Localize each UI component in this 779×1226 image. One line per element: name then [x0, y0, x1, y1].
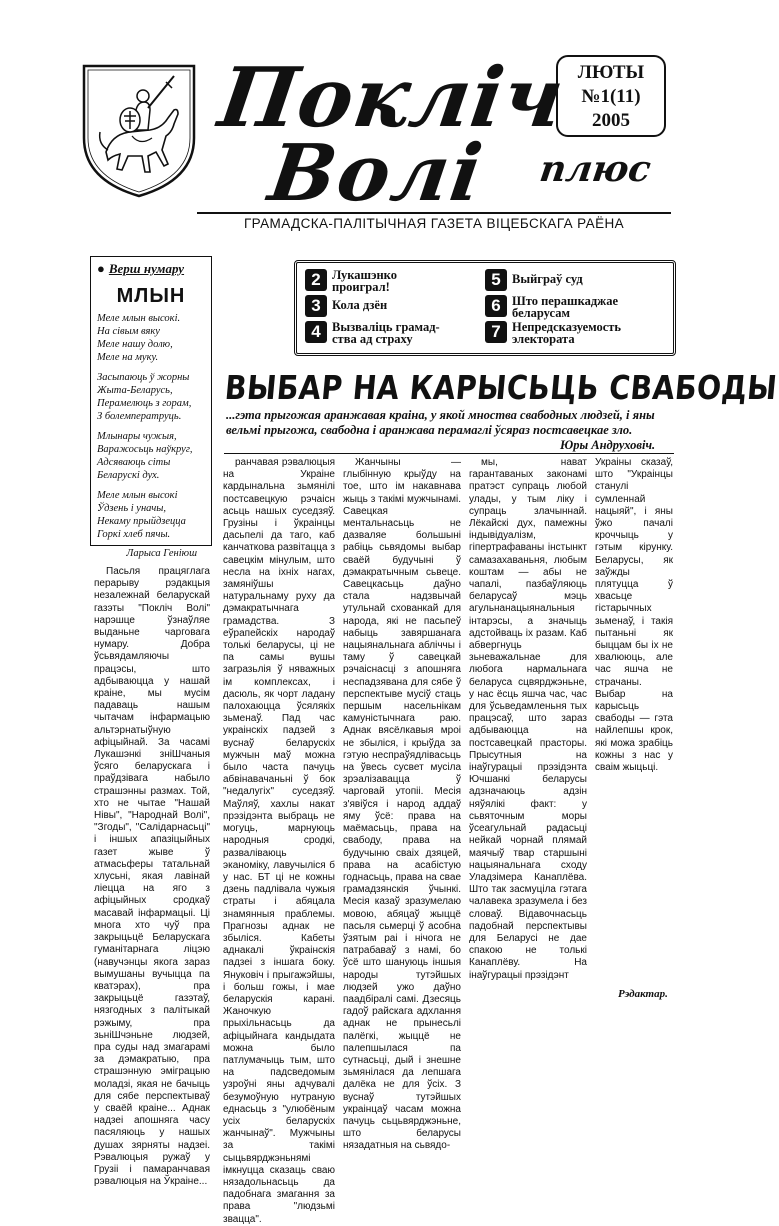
toc-page-number: 6: [485, 295, 507, 317]
article-headline: ВЫБАР НА КАРЫСЬЦЬ СВАБОДЫ: [223, 368, 779, 407]
poem-stanza: [97, 430, 205, 482]
poem-line: Горкі хлеб пячы.: [97, 529, 171, 540]
poem-line: Варажосьць наўкруг,: [97, 444, 193, 455]
table-of-contents: [294, 260, 676, 356]
article-column-4: мы, нават гарантаваных законамі пратэст супраць любой улады, у тым ліку і супраць злачыннай. Лёкайскі дух, памежны індывідуалізм, гіпертрафаваны інстынкт самазахаваньня, любым коштам — абы не чапалі, пазбаўляюць беларусаў мэць агульнанацыянальныя інтарэсы, а значыць адстойваць іх разам. Каб абвергнуць зьневажальнае для любога нармальнага беларуса сцвярджэньне, у нас ёсць яшча час, час для ўсьведамленьня тых працэсаў, што зараз адбываюцца на постсавецкай прасторы. Прысутныя на інаўгурацыі прэзідэнта Ючшанкі беларусы адзначаюць адзін няўялікі факт: у сьвяточным моры ўсеагульнай радасьці нейкай чорнай плямай маячыў твар старшыні нацыянальнага сходу Уладзімера Канаплёва. Што так засмуціла гэтага чалавека зразумела і без словаў. Відавочнасьць падобнай перспектывы для Беларусі не дае спакою не толькі Канаплёву. На інаўгурацыі прэзідэнт: [469, 457, 587, 981]
article-signoff: Рэдактар.: [618, 988, 668, 1000]
coat-of-arms-icon: [78, 60, 200, 200]
divider: [224, 453, 674, 454]
toc-title: Выйграў суд: [512, 272, 583, 286]
toc-page-number: 5: [485, 269, 507, 291]
poem-line: Перамелюць з горам,: [97, 398, 192, 409]
newspaper-subtitle: ГРАМАДСКА-ПАЛІТЫЧНАЯ ГАЗЕТА ВІЦЕБСКАГА РАЁНА: [197, 212, 671, 231]
issue-month: ЛЮТЫ: [577, 62, 645, 83]
toc-item[interactable]: [485, 295, 618, 319]
poem-line: З болемператруць.: [97, 411, 182, 422]
poem-line: Меле на муку.: [97, 352, 159, 363]
poem-line: Адсяваюць сіты: [97, 457, 171, 468]
toc-page-number: 4: [305, 321, 327, 343]
poem-author: Ларыса Геніюш: [126, 548, 197, 559]
poem-heading-text: Верш нумару: [108, 261, 185, 276]
toc-title: Што перашкаджае беларусам: [512, 294, 619, 320]
poem-line: Ўдзень і уначы,: [97, 503, 167, 514]
toc-title: Непредсказуемость электората: [512, 320, 622, 346]
article-column-1: Пасьля працяглага перарыву рэдакцыя незалежнай беларускай газэты "Покліч Волі" нарэшце ўзнаўляе выданьне чарговага нумару. Добра ўсьвядамляючы працэсы, што адбываюцца у нашай краіне, мы мусім падаваць нашым чытачам інфармацыю альтэрнатыўную афіцыйнай. За часамі Лукашэнкі зніШчаныя ўсяго беларускага і праўдзівага набыло страшэнны размах. Той, хто не чытае "Нашай Нівы", "Народнай Волі", "Згоды", "Салідарнасьці" і іншых апазіцыйных газет жыве ў атмасьферы татальнай хлусьні, якая лавінай ліецца на яго з афіцыйных сродкаў масавай інфармацыі. Ці многа хто чуў пра закрыцьцё Беларускага гуманітарнага ліцэю (навучэнцы якога зараз вымушаны вучыцца па кватэрах), пра закрыцьцё газэтаў, нязгодных з палітыкай рэжыму, пра зьніШчэньне людзей, пра суды над змагарамі за дэмакратыю, пра страшэнную эміграцыю моладзі, якая не бачыць для сябе перспектываў у сваёй краіне... Аднак надзеі апошняга часу пасяляюць у нашых душах зярняты надзеі. Рэвалюцыя ружаў у Грузіі і памаранчавая рэвалюцыя на Ўкраіне...: [94, 566, 210, 1188]
poem-stanza: [97, 371, 205, 423]
poem-heading: [97, 261, 205, 277]
poem-line: Засыпаюць ў жорны: [97, 372, 190, 383]
toc-page-number: 2: [305, 269, 327, 291]
issue-number: №1(11): [581, 86, 641, 107]
toc-page-number: 3: [305, 295, 327, 317]
article-column-5-text: Украіны сказаў, што "Украінцы станулі сумленнай нацыяй", і яны ўжо пачалі кроччыць у гэтым кірунку. Беларусы, як заўжды плятуцца ў хвасьце гістарычных зьменаў, і такія пытаньні як быццам бы іх не хвалююць, але час яшча не страчаны. Выбар на карысьць свабоды — гэта найлепшы крок, які можа зрабіць кожны з нас у сваім жыцьці.: [595, 457, 673, 774]
article-column-2: ранчавая рэвалюцыя на Украіне кардынальна зьмянілі постсавецкую рэчаісн асьць нашых суседзяў. Грузіны і ўкраінцы дасьпелі да таго, каб канчаткова развітацца з савецкім мінулым, што несла на іхніх нагах, замяніўшы натуральнаму руху да дэмакратычнага грамадства. З еўрапейскіх народаў толькі беларусы, ці не па самы вушы загразьлія ў няважных ім комплексах, і дасюль, як чорт ладану палохаюцца ўсялякіх зьменаў. Пад час украінскіх падзей з вуснаў беларускіх мужчын маў можна было часта пачуць абвінавачаньні ў бок "недалугіх" суседзяў. Маўляў, хахлы накат прэзідэнта выбраць не могуць, марнуюць народныя сродкі, разваліваюць эканоміку, лавучыліся б у нас. БТ ці не кожны дзень падлівала чужыя страты і абяцала знамянныя праблемы. Прагнозы аднак не збыліся. Кабеты аднакалі ўкраінскія падзеі з іншага боку. Януковіч і прыгажэйшы, і больш гожы, і мае беларускія карані. Жаночкую прыхільнасьць да афіцыйнага кандыдата можна было патлумачыць тым, што на падсведомым узроўні яны адчувалі безумоўную нутраную еднасьць з "улюбёным усіх беларускіх жанчынаў". Мужчыны за такімі сыцьвярджэньнямі імкнуцца сказаць сваю нязадольнасьць да падобнага змагання за права "людзьмі звацца".: [223, 457, 335, 1225]
title-plus: плюс: [537, 148, 654, 190]
toc-item[interactable]: [305, 321, 440, 345]
toc-title: Лукашэнко проиграл!: [332, 268, 397, 294]
poem-line: Беларускі дух.: [97, 470, 160, 481]
bullet-icon: ●: [97, 261, 105, 276]
toc-item[interactable]: [485, 321, 621, 345]
article-column-3: Жанчыны — глыбінную крыўду на тое, што ім накавнава жыць з такімі мужчынамі. Савецкая ментальнасьць не дазваляе большыні рабіць сьвядомы выбар сваёй будучыні ў дэмакратычным сьвеце. Савецкасьць даўно стала надзвычай утульнай схованкай для народа, які не пасьпеў набыць завяршанага нацыянальнага абліччы і таму ў савецкай рэчаіснасці з апошняга неспадзявана для сябе ў перспектыве мусіў стаць першым насельнікам камуністычнага раю. Аднак вясёлкавыя мроі не збыліся, і крыўда за гэтую неспраўядлівасьць на ўвесь сусвет мусіла зрэалізавацца ў чарговай утопіі. Месія з'явіўся і народ аддаў яму ўсё: права на маёмасьць, права на свабоду, права на будучыню сваіх дзяцей, права на асабістую годнасьць, права на свае грамадзянскія ўчынкі. Месія казаў зразумелаю мовою, абяцаў жыццё пасьля сьмерці ў асобна ўзятым раі і нічога не патрабаваў з намі, бо ўсё што шануюць іншыя народы тутэйшых людзей ужо даўно паадбіралі самі. Дзесяць гадоў райскага адхлання аднак не прынесьлі палёгкі, жыццё не палепшылася па сутнасьці, дый і знешне зьмянілася да лепшага далёка не для ўсіх. З вуснаў тутэйшых украінцаў часам можна пачуць сьцьвярджэньне, што беларусы нязадатныя на сьвядо-: [343, 457, 461, 1152]
title-line-1: Покліч: [213, 50, 571, 146]
poem-line: Меле млын высокі.: [97, 313, 181, 324]
toc-title: Вызваліць грамад- ства ад страху: [332, 320, 440, 346]
epigraph-author: Юры Андруховіч.: [560, 438, 656, 452]
poem-line: Меле нашу долю,: [97, 339, 173, 350]
toc-page-number: 7: [485, 321, 507, 343]
toc-item[interactable]: [305, 269, 397, 293]
masthead-title: [200, 50, 571, 220]
poem-line: Некаму прыйдзецца: [97, 516, 186, 527]
article-column-5: [595, 457, 673, 985]
article-epigraph: ...гэта прыгожая аранжавая краіна, у якой мноства свабодных людзей, і яны вельмі прыгожа, свабодна і аранжава перамаглі ўсяраз постсавецкае зло.: [226, 408, 655, 437]
title-line-2: Волі: [263, 128, 490, 219]
issue-info-box: [556, 55, 666, 137]
toc-title: Кола дзён: [332, 298, 388, 312]
poem-line: На сівым вяку: [97, 326, 160, 337]
poem-stanza: [97, 312, 205, 364]
poem-title: МЛЫН: [116, 285, 186, 307]
poem-stanza: [97, 489, 205, 541]
poem-box: [90, 256, 212, 559]
poem-line: Млынары чужыя,: [97, 431, 177, 442]
toc-item[interactable]: [485, 269, 583, 291]
issue-year: 2005: [592, 110, 630, 131]
poem-line: Меле млын высокі: [97, 490, 178, 501]
toc-item[interactable]: [305, 295, 387, 317]
poem-line: Жыта-Беларусь,: [97, 385, 173, 396]
